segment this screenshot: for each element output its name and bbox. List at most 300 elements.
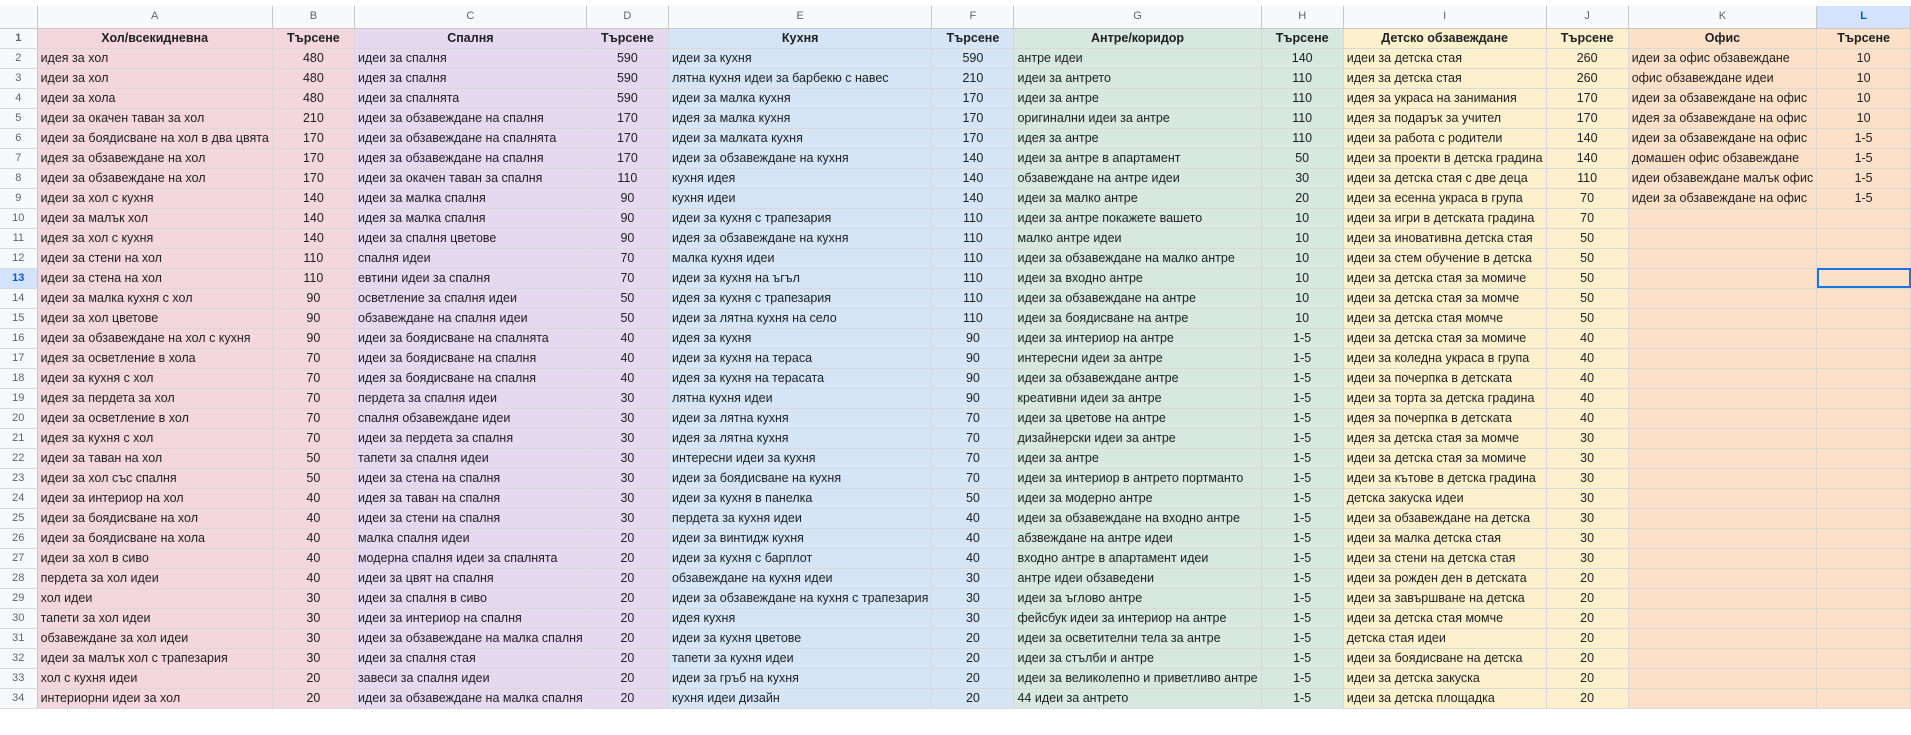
cell-a34[interactable]: интериорни идеи за хол [37,688,272,708]
cell-j9[interactable]: 70 [1546,188,1628,208]
row-number[interactable]: 22 [0,448,37,468]
cell-i11[interactable]: идеи за иновативна детска стая [1343,228,1546,248]
cell-l18[interactable] [1817,368,1911,388]
cell-i16[interactable]: идеи за детска стая за момиче [1343,328,1546,348]
cell-g24[interactable]: идеи за модерно антре [1014,488,1261,508]
row-number[interactable]: 20 [0,408,37,428]
cell-f14[interactable]: 110 [932,288,1014,308]
cell-f15[interactable]: 110 [932,308,1014,328]
cell-e18[interactable]: идея за кухня на терасата [668,368,931,388]
cell-a4[interactable]: идеи за хола [37,88,272,108]
cell-e7[interactable]: идеи за обзавеждане на кухня [668,148,931,168]
row-number[interactable]: 28 [0,568,37,588]
cell-b11[interactable]: 140 [272,228,354,248]
cell-g19[interactable]: креативни идеи за антре [1014,388,1261,408]
cell-f17[interactable]: 90 [932,348,1014,368]
cell-h16[interactable]: 1-5 [1261,328,1343,348]
cell-k11[interactable] [1628,228,1817,248]
row-number[interactable]: 1 [0,28,37,48]
cell-h3[interactable]: 110 [1261,68,1343,88]
cell-j12[interactable]: 50 [1546,248,1628,268]
cell-b9[interactable]: 140 [272,188,354,208]
cell-a18[interactable]: идеи за кухня с хол [37,368,272,388]
cell-a7[interactable]: идея за обзавеждане на хол [37,148,272,168]
cell-i10[interactable]: идеи за игри в детската градина [1343,208,1546,228]
cell-e16[interactable]: идея за кухня [668,328,931,348]
cell-d16[interactable]: 40 [586,328,668,348]
cell-l6[interactable]: 1-5 [1817,128,1911,148]
cell-g10[interactable]: идеи за антре покажете вашето [1014,208,1261,228]
cell-i26[interactable]: идеи за малка детска стая [1343,528,1546,548]
cell-l25[interactable] [1817,508,1911,528]
cell-b23[interactable]: 50 [272,468,354,488]
cell-f30[interactable]: 30 [932,608,1014,628]
cell-b19[interactable]: 70 [272,388,354,408]
cell-j17[interactable]: 40 [1546,348,1628,368]
cell-j14[interactable]: 50 [1546,288,1628,308]
cell-j19[interactable]: 40 [1546,388,1628,408]
cell-i4[interactable]: идея за украса на занимания [1343,88,1546,108]
cell-f21[interactable]: 70 [932,428,1014,448]
column-header-j[interactable]: J [1546,6,1628,28]
cell-d14[interactable]: 50 [586,288,668,308]
cell-d4[interactable]: 590 [586,88,668,108]
cell-d3[interactable]: 590 [586,68,668,88]
cell-l9[interactable]: 1-5 [1817,188,1911,208]
cell-l34[interactable] [1817,688,1911,708]
cell-c21[interactable]: идеи за пердета за спалня [354,428,586,448]
cell-g28[interactable]: антре идеи обзаведени [1014,568,1261,588]
cell-c27[interactable]: модерна спалня идеи за спалнята [354,548,586,568]
cell-i22[interactable]: идеи за детска стая за момиче [1343,448,1546,468]
cell-i1[interactable]: Детско обзавеждане [1343,28,1546,48]
cell-e33[interactable]: идеи за гръб на кухня [668,668,931,688]
cell-j26[interactable]: 30 [1546,528,1628,548]
cell-g23[interactable]: идеи за интериор в антрето портманто [1014,468,1261,488]
cell-a29[interactable]: хол идеи [37,588,272,608]
cell-e21[interactable]: идея за лятна кухня [668,428,931,448]
cell-b16[interactable]: 90 [272,328,354,348]
cell-c33[interactable]: завеси за спалня идеи [354,668,586,688]
cell-a31[interactable]: обзавеждане за хол идеи [37,628,272,648]
cell-k12[interactable] [1628,248,1817,268]
cell-h1[interactable]: Търсене [1261,28,1343,48]
cell-b2[interactable]: 480 [272,48,354,68]
cell-i2[interactable]: идеи за детска стая [1343,48,1546,68]
cell-f11[interactable]: 110 [932,228,1014,248]
row-number[interactable]: 24 [0,488,37,508]
cell-table[interactable] [0,6,1911,709]
cell-f16[interactable]: 90 [932,328,1014,348]
cell-k21[interactable] [1628,428,1817,448]
cell-d22[interactable]: 30 [586,448,668,468]
cell-e30[interactable]: идея кухня [668,608,931,628]
cell-h30[interactable]: 1-5 [1261,608,1343,628]
cell-f22[interactable]: 70 [932,448,1014,468]
cell-j28[interactable]: 20 [1546,568,1628,588]
row-number[interactable]: 19 [0,388,37,408]
row-number[interactable]: 12 [0,248,37,268]
row-number[interactable]: 34 [0,688,37,708]
cell-j21[interactable]: 30 [1546,428,1628,448]
cell-c22[interactable]: тапети за спалня идеи [354,448,586,468]
cell-a27[interactable]: идеи за хол в сиво [37,548,272,568]
cell-b14[interactable]: 90 [272,288,354,308]
row-number[interactable]: 25 [0,508,37,528]
cell-a17[interactable]: идея за осветление в хола [37,348,272,368]
cell-j2[interactable]: 260 [1546,48,1628,68]
cell-e22[interactable]: интересни идеи за кухня [668,448,931,468]
cell-d1[interactable]: Търсене [586,28,668,48]
cell-b3[interactable]: 480 [272,68,354,88]
cell-f19[interactable]: 90 [932,388,1014,408]
cell-j10[interactable]: 70 [1546,208,1628,228]
cell-l17[interactable] [1817,348,1911,368]
cell-k13[interactable] [1628,268,1817,288]
cell-a30[interactable]: тапети за хол идеи [37,608,272,628]
cell-k24[interactable] [1628,488,1817,508]
cell-b32[interactable]: 30 [272,648,354,668]
cell-j20[interactable]: 40 [1546,408,1628,428]
cell-l22[interactable] [1817,448,1911,468]
cell-l16[interactable] [1817,328,1911,348]
cell-b27[interactable]: 40 [272,548,354,568]
cell-b29[interactable]: 30 [272,588,354,608]
cell-f5[interactable]: 170 [932,108,1014,128]
cell-i20[interactable]: идея за почерпка в детската [1343,408,1546,428]
cell-i19[interactable]: идеи за торта за детска градина [1343,388,1546,408]
cell-d6[interactable]: 170 [586,128,668,148]
cell-d26[interactable]: 20 [586,528,668,548]
cell-l30[interactable] [1817,608,1911,628]
cell-f25[interactable]: 40 [932,508,1014,528]
cell-j22[interactable]: 30 [1546,448,1628,468]
column-header-g[interactable]: G [1014,6,1261,28]
cell-j3[interactable]: 260 [1546,68,1628,88]
row-number[interactable]: 27 [0,548,37,568]
cell-f32[interactable]: 20 [932,648,1014,668]
cell-d11[interactable]: 90 [586,228,668,248]
cell-f10[interactable]: 110 [932,208,1014,228]
cell-l1[interactable]: Търсене [1817,28,1911,48]
column-header-b[interactable]: B [272,6,354,28]
row-number[interactable]: 30 [0,608,37,628]
cell-b10[interactable]: 140 [272,208,354,228]
cell-a15[interactable]: идеи за хол цветове [37,308,272,328]
cell-a24[interactable]: идеи за интериор на хол [37,488,272,508]
cell-c7[interactable]: идея за обзавеждане на спалня [354,148,586,168]
cell-j16[interactable]: 40 [1546,328,1628,348]
row-number[interactable]: 29 [0,588,37,608]
column-header-a[interactable]: A [37,6,272,28]
cell-h9[interactable]: 20 [1261,188,1343,208]
cell-c3[interactable]: идея за спалня [354,68,586,88]
cell-i17[interactable]: идеи за коледна украса в група [1343,348,1546,368]
cell-h7[interactable]: 50 [1261,148,1343,168]
cell-e23[interactable]: идеи за боядисване на кухня [668,468,931,488]
cell-a26[interactable]: идеи за боядисване на хола [37,528,272,548]
cell-e9[interactable]: кухня идеи [668,188,931,208]
cell-b6[interactable]: 170 [272,128,354,148]
cell-k2[interactable]: идеи за офис обзавеждане [1628,48,1817,68]
cell-i25[interactable]: идеи за обзавеждане на детска [1343,508,1546,528]
cell-i24[interactable]: детска закуска идеи [1343,488,1546,508]
cell-h32[interactable]: 1-5 [1261,648,1343,668]
cell-i7[interactable]: идеи за проекти в детска градина [1343,148,1546,168]
cell-h10[interactable]: 10 [1261,208,1343,228]
cell-g9[interactable]: идеи за малко антре [1014,188,1261,208]
cell-g6[interactable]: идея за антре [1014,128,1261,148]
cell-k17[interactable] [1628,348,1817,368]
cell-j13[interactable]: 50 [1546,268,1628,288]
cell-b5[interactable]: 210 [272,108,354,128]
cell-h13[interactable]: 10 [1261,268,1343,288]
cell-e31[interactable]: идеи за кухня цветове [668,628,931,648]
cell-c6[interactable]: идеи за обзавеждане на спалнята [354,128,586,148]
row-number[interactable]: 10 [0,208,37,228]
cell-l27[interactable] [1817,548,1911,568]
row-number[interactable]: 17 [0,348,37,368]
cell-b21[interactable]: 70 [272,428,354,448]
cell-b31[interactable]: 30 [272,628,354,648]
cell-d33[interactable]: 20 [586,668,668,688]
cell-k7[interactable]: домашен офис обзавеждане [1628,148,1817,168]
cell-f34[interactable]: 20 [932,688,1014,708]
cell-b33[interactable]: 20 [272,668,354,688]
cell-b12[interactable]: 110 [272,248,354,268]
cell-d12[interactable]: 70 [586,248,668,268]
cell-g8[interactable]: обзавеждане на антре идеи [1014,168,1261,188]
cell-i29[interactable]: идеи за завършване на детска [1343,588,1546,608]
cell-l21[interactable] [1817,428,1911,448]
cell-g30[interactable]: фейсбук идеи за интериор на антре [1014,608,1261,628]
cell-g16[interactable]: идеи за интериор на антре [1014,328,1261,348]
select-all-corner[interactable] [0,6,37,28]
cell-c32[interactable]: идеи за спалня стая [354,648,586,668]
cell-f26[interactable]: 40 [932,528,1014,548]
row-number[interactable]: 9 [0,188,37,208]
cell-e19[interactable]: лятна кухня идеи [668,388,931,408]
cell-a14[interactable]: идеи за малка кухня с хол [37,288,272,308]
cell-j34[interactable]: 20 [1546,688,1628,708]
cell-b26[interactable]: 40 [272,528,354,548]
row-number[interactable]: 8 [0,168,37,188]
cell-l33[interactable] [1817,668,1911,688]
row-number[interactable]: 5 [0,108,37,128]
cell-b18[interactable]: 70 [272,368,354,388]
cell-a22[interactable]: идеи за таван на хол [37,448,272,468]
cell-h17[interactable]: 1-5 [1261,348,1343,368]
cell-b8[interactable]: 170 [272,168,354,188]
row-number[interactable]: 32 [0,648,37,668]
cell-d28[interactable]: 20 [586,568,668,588]
cell-h25[interactable]: 1-5 [1261,508,1343,528]
cell-g22[interactable]: идеи за антре [1014,448,1261,468]
cell-g12[interactable]: идеи за обзавеждане на малко антре [1014,248,1261,268]
cell-a1[interactable]: Хол/всекидневна [37,28,272,48]
column-header-d[interactable]: D [586,6,668,28]
cell-f18[interactable]: 90 [932,368,1014,388]
row-number[interactable]: 11 [0,228,37,248]
cell-h33[interactable]: 1-5 [1261,668,1343,688]
cell-i27[interactable]: идеи за стени на детска стая [1343,548,1546,568]
column-header-l[interactable]: L [1817,6,1911,28]
cell-f6[interactable]: 170 [932,128,1014,148]
cell-d27[interactable]: 20 [586,548,668,568]
row-number[interactable]: 33 [0,668,37,688]
cell-b34[interactable]: 20 [272,688,354,708]
cell-f20[interactable]: 70 [932,408,1014,428]
cell-e34[interactable]: кухня идеи дизайн [668,688,931,708]
cell-d20[interactable]: 30 [586,408,668,428]
cell-k14[interactable] [1628,288,1817,308]
cell-h27[interactable]: 1-5 [1261,548,1343,568]
cell-f3[interactable]: 210 [932,68,1014,88]
cell-c15[interactable]: обзавеждане на спалня идеи [354,308,586,328]
cell-h6[interactable]: 110 [1261,128,1343,148]
cell-g5[interactable]: оригинални идеи за антре [1014,108,1261,128]
cell-c31[interactable]: идеи за обзавеждане на малка спалня [354,628,586,648]
cell-e25[interactable]: пердета за кухня идеи [668,508,931,528]
cell-l14[interactable] [1817,288,1911,308]
cell-j15[interactable]: 50 [1546,308,1628,328]
cell-g27[interactable]: входно антре в апартамент идеи [1014,548,1261,568]
cell-h21[interactable]: 1-5 [1261,428,1343,448]
cell-f4[interactable]: 170 [932,88,1014,108]
cell-a10[interactable]: идеи за малък хол [37,208,272,228]
cell-l10[interactable] [1817,208,1911,228]
row-number[interactable]: 15 [0,308,37,328]
cell-g13[interactable]: идеи за входно антре [1014,268,1261,288]
cell-a8[interactable]: идеи за обзавеждане на хол [37,168,272,188]
cell-e27[interactable]: идеи за кухня с барплот [668,548,931,568]
row-number[interactable]: 31 [0,628,37,648]
cell-f12[interactable]: 110 [932,248,1014,268]
cell-l15[interactable] [1817,308,1911,328]
cell-l13[interactable] [1817,268,1911,288]
cell-b13[interactable]: 110 [272,268,354,288]
column-header-h[interactable]: H [1261,6,1343,28]
cell-g7[interactable]: идеи за антре в апартамент [1014,148,1261,168]
cell-k4[interactable]: идеи за обзавеждане на офис [1628,88,1817,108]
cell-j24[interactable]: 30 [1546,488,1628,508]
row-number[interactable]: 16 [0,328,37,348]
cell-g1[interactable]: Антре/коридор [1014,28,1261,48]
cell-c11[interactable]: идеи за спалня цветове [354,228,586,248]
cell-d18[interactable]: 40 [586,368,668,388]
cell-l12[interactable] [1817,248,1911,268]
cell-c12[interactable]: спалня идеи [354,248,586,268]
cell-h26[interactable]: 1-5 [1261,528,1343,548]
cell-h28[interactable]: 1-5 [1261,568,1343,588]
cell-b22[interactable]: 50 [272,448,354,468]
cell-g21[interactable]: дизайнерски идеи за антре [1014,428,1261,448]
cell-h2[interactable]: 140 [1261,48,1343,68]
cell-c30[interactable]: идеи за интериор на спалня [354,608,586,628]
cell-e15[interactable]: идеи за лятна кухня на село [668,308,931,328]
cell-k31[interactable] [1628,628,1817,648]
cell-k1[interactable]: Офис [1628,28,1817,48]
cell-g32[interactable]: идеи за стълби и антре [1014,648,1261,668]
cell-d5[interactable]: 170 [586,108,668,128]
cell-a6[interactable]: идеи за боядисване на хол в два цвята [37,128,272,148]
column-header-k[interactable]: K [1628,6,1817,28]
cell-i9[interactable]: идеи за есенна украса в група [1343,188,1546,208]
column-header-i[interactable]: I [1343,6,1546,28]
cell-d34[interactable]: 20 [586,688,668,708]
row-number[interactable]: 23 [0,468,37,488]
cell-k8[interactable]: идеи обзавеждане малък офис [1628,168,1817,188]
cell-i15[interactable]: идеи за детска стая момче [1343,308,1546,328]
cell-h4[interactable]: 110 [1261,88,1343,108]
cell-j33[interactable]: 20 [1546,668,1628,688]
cell-f2[interactable]: 590 [932,48,1014,68]
cell-a23[interactable]: идеи за хол със спалня [37,468,272,488]
cell-g4[interactable]: идеи за антре [1014,88,1261,108]
cell-c1[interactable]: Спалня [354,28,586,48]
cell-e13[interactable]: идеи за кухня на ъгъл [668,268,931,288]
cell-l4[interactable]: 10 [1817,88,1911,108]
cell-a3[interactable]: идеи за хол [37,68,272,88]
cell-e8[interactable]: кухня идея [668,168,931,188]
cell-i3[interactable]: идея за детска стая [1343,68,1546,88]
cell-d17[interactable]: 40 [586,348,668,368]
cell-a2[interactable]: идея за хол [37,48,272,68]
cell-a25[interactable]: идеи за боядисване на хол [37,508,272,528]
cell-f27[interactable]: 40 [932,548,1014,568]
cell-i6[interactable]: идеи за работа с родители [1343,128,1546,148]
cell-a21[interactable]: идея за кухня с хол [37,428,272,448]
cell-i14[interactable]: идеи за детска стая за момче [1343,288,1546,308]
cell-d10[interactable]: 90 [586,208,668,228]
column-header-c[interactable]: C [354,6,586,28]
cell-h19[interactable]: 1-5 [1261,388,1343,408]
cell-e29[interactable]: идеи за обзавеждане на кухня с трапезария [668,588,931,608]
cell-h11[interactable]: 10 [1261,228,1343,248]
cell-j32[interactable]: 20 [1546,648,1628,668]
cell-b25[interactable]: 40 [272,508,354,528]
row-number[interactable]: 7 [0,148,37,168]
cell-c18[interactable]: идея за боядисване на спалня [354,368,586,388]
cell-b7[interactable]: 170 [272,148,354,168]
cell-k34[interactable] [1628,688,1817,708]
cell-j5[interactable]: 170 [1546,108,1628,128]
cell-b1[interactable]: Търсене [272,28,354,48]
cell-e4[interactable]: идеи за малка кухня [668,88,931,108]
cell-f7[interactable]: 140 [932,148,1014,168]
cell-g33[interactable]: идеи за великолепно и приветливо антре [1014,668,1261,688]
cell-i13[interactable]: идеи за детска стая за момиче [1343,268,1546,288]
cell-d9[interactable]: 90 [586,188,668,208]
cell-a11[interactable]: идея за хол с кухня [37,228,272,248]
cell-l8[interactable]: 1-5 [1817,168,1911,188]
cell-k9[interactable]: идеи за обзавеждане на офис [1628,188,1817,208]
cell-b4[interactable]: 480 [272,88,354,108]
cell-d32[interactable]: 20 [586,648,668,668]
cell-l5[interactable]: 10 [1817,108,1911,128]
cell-c14[interactable]: осветление за спалня идеи [354,288,586,308]
cell-l28[interactable] [1817,568,1911,588]
cell-k10[interactable] [1628,208,1817,228]
cell-j27[interactable]: 30 [1546,548,1628,568]
column-header-e[interactable]: E [668,6,931,28]
row-number[interactable]: 14 [0,288,37,308]
cell-h31[interactable]: 1-5 [1261,628,1343,648]
cell-a5[interactable]: идеи за окачен таван за хол [37,108,272,128]
cell-g18[interactable]: идеи за обзавеждане антре [1014,368,1261,388]
cell-c2[interactable]: идеи за спалня [354,48,586,68]
cell-a32[interactable]: идеи за малък хол с трапезария [37,648,272,668]
